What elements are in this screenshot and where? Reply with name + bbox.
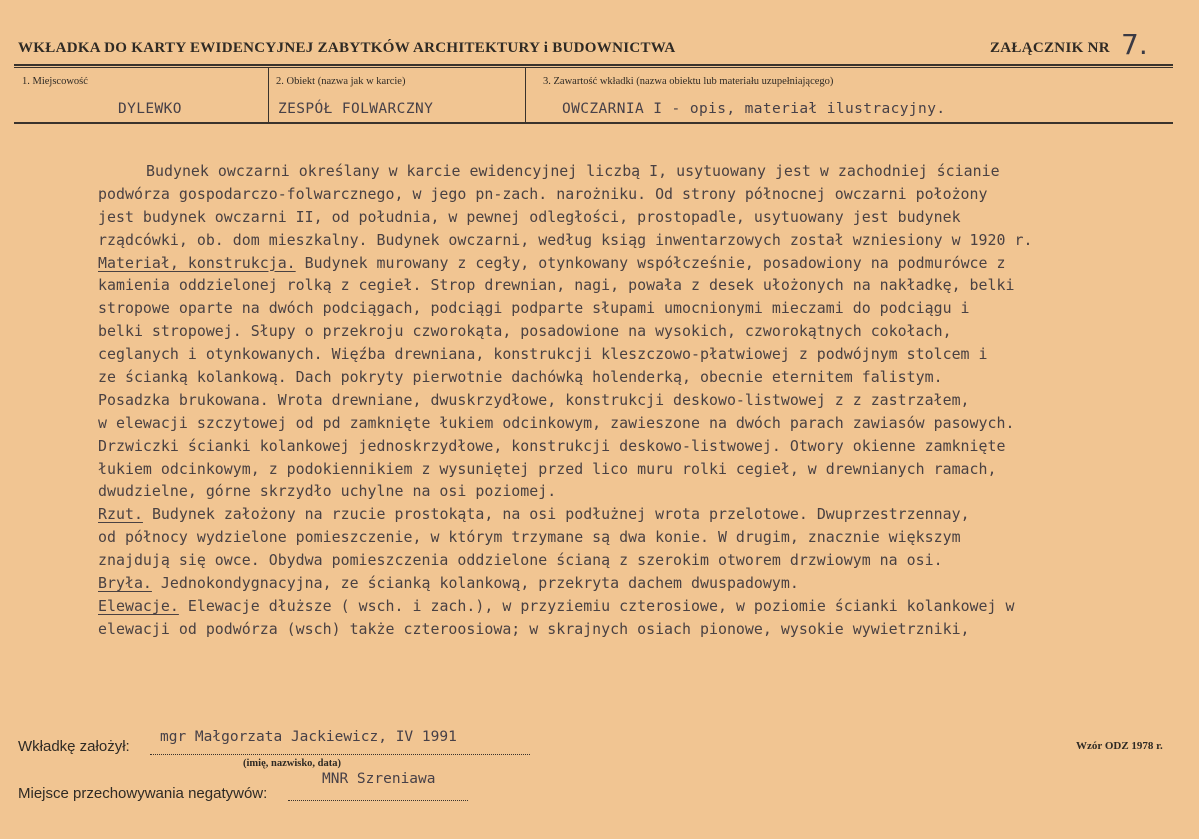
body-line: Bryła. Jednokondygnacyjna, ze ścianką kolankową, przekryta dachem dwuspadowym. [98, 574, 799, 593]
form-title: WKŁADKA DO KARTY EWIDENCYJNEJ ZABYTKÓW ARCHITEKTURY i BUDOWNICTWA [18, 40, 676, 56]
founder-value: mgr Małgorzata Jackiewicz, IV 1991 [160, 729, 457, 745]
field-divider-2 [525, 68, 526, 124]
top-rule [14, 64, 1173, 66]
body-line: belki stropowej. Słupy o przekroju czworokąta, posadowione na wysokich, czworokątnych cokołach, [98, 322, 952, 341]
heading-elewacje: Elewacje. [98, 596, 179, 615]
heading-material: Materiał, konstrukcja. [98, 253, 296, 272]
form-model: Wzór ODZ 1978 r. [1076, 740, 1163, 752]
heading-bryla: Bryła. [98, 574, 152, 593]
annex-label: ZAŁĄCZNIK NR [990, 40, 1110, 56]
description-body [98, 160, 1178, 641]
top-rule-thin [14, 67, 1173, 68]
body-line: Elewacje. Elewacje dłuższe ( wsch. i zach.), w przyziemiu czterosiowe, w poziomie ścianki kolankowej w [98, 596, 1015, 615]
body-line: kamienia oddzielonej rolką z cegieł. Strop drewnian, nagi, powała z desek ułożonych na nakładkę, belki [98, 276, 1015, 295]
field-value-locality: DYLEWKO [118, 101, 182, 117]
fields-bottom-rule [14, 122, 1173, 124]
body-line: podwórza gospodarczo-folwarcznego, w jego pn-zach. narożniku. Od strony północnej owczarni położony [98, 184, 988, 203]
body-line: rządcówki, ob. dom mieszkalny. Budynek owczarni, według ksiąg inwentarzowych został wzniesiony w 1920 r. [98, 230, 1033, 249]
founder-label: Wkładkę założył: [18, 738, 130, 755]
body-line: jest budynek owczarni II, od południa, w pewnej odległości, prostopadle, usytuowany jest budynek [98, 207, 961, 226]
annex-number: 7. [1121, 28, 1148, 61]
heading-rzut: Rzut. [98, 505, 143, 524]
founder-hint: (imię, nazwisko, data) [243, 758, 341, 769]
body-line: Rzut. Budynek założony na rzucie prostokąta, na osi podłużnej wrota przelotowe. Dwuprzestrzennay, [98, 505, 970, 524]
field-label-locality: 1. Miejscowość [22, 76, 88, 87]
field-label-content: 3. Zawartość wkładki (nazwa obiektu lub materiału uzupełniającego) [543, 76, 834, 87]
storage-label: Miejsce przechowywania negatywów: [18, 785, 268, 802]
storage-dotted-line [288, 800, 468, 801]
body-line: znajdują się owce. Obydwa pomieszczenia oddzielone ścianą z szerokim otworem drzwiowym na osi. [98, 551, 943, 570]
body-line: dwudzielne, górne skrzydło uchylne na osi poziomej. [98, 482, 557, 501]
body-line: stropowe oparte na dwóch podciągach, podciągi podparte słupami umocnionymi mieczami do podciągu i [98, 299, 970, 318]
body-line: elewacji od podwórza (wsch) także czteroosiowa; w skrajnych osiach pionowe, wysokie wywietrzniki, [98, 619, 970, 638]
body-line: ceglanych i otynkowanych. Więźba drewniana, konstrukcji kleszczowo-płatwiowej z podwójnym stolcem i [98, 345, 988, 364]
body-line: od północy wydzielone pomieszczenie, w którym trzymane są dwa konie. W drugim, znacznie większym [98, 528, 961, 547]
storage-value: MNR Szreniawa [322, 771, 436, 787]
field-label-object: 2. Obiekt (nazwa jak w karcie) [276, 76, 406, 87]
field-value-object: ZESPÓŁ FOLWARCZNY [278, 101, 434, 117]
body-line: Drzwiczki ścianki kolankowej jednoskrzydłowe, konstrukcji deskowo-listwowej. Otwory okienne zamknięte [98, 436, 1006, 455]
founder-dotted-line [150, 754, 530, 755]
body-line: w elewacji szczytowej od pd zamknięte łukiem odcinkowym, zawieszone na dwóch parach zawiasów pasowych. [98, 413, 1015, 432]
body-line: ze ścianką kolankową. Dach pokryty pierwotnie dachówką holenderką, obecnie eternitem falistym. [98, 368, 943, 387]
body-line: łukiem odcinkowym, z podokiennikiem z wysuniętej przed lico muru rolki cegieł, w drewnianych ramach, [98, 459, 997, 478]
body-line: Posadzka brukowana. Wrota drewniane, dwuskrzydłowe, konstrukcji deskowo-listwowej z z zastrzałem, [98, 390, 970, 409]
field-divider-1 [268, 68, 269, 124]
body-line: Budynek owczarni określany w karcie ewidencyjnej liczbą I, usytuowany jest w zachodniej ścianie [146, 162, 1000, 180]
body-line: Materiał, konstrukcja. Budynek murowany z cegły, otynkowany współcześnie, posadowiony na podmurówce z [98, 253, 1006, 272]
field-value-content: OWCZARNIA I - opis, materiał ilustracyjny. [562, 101, 946, 117]
